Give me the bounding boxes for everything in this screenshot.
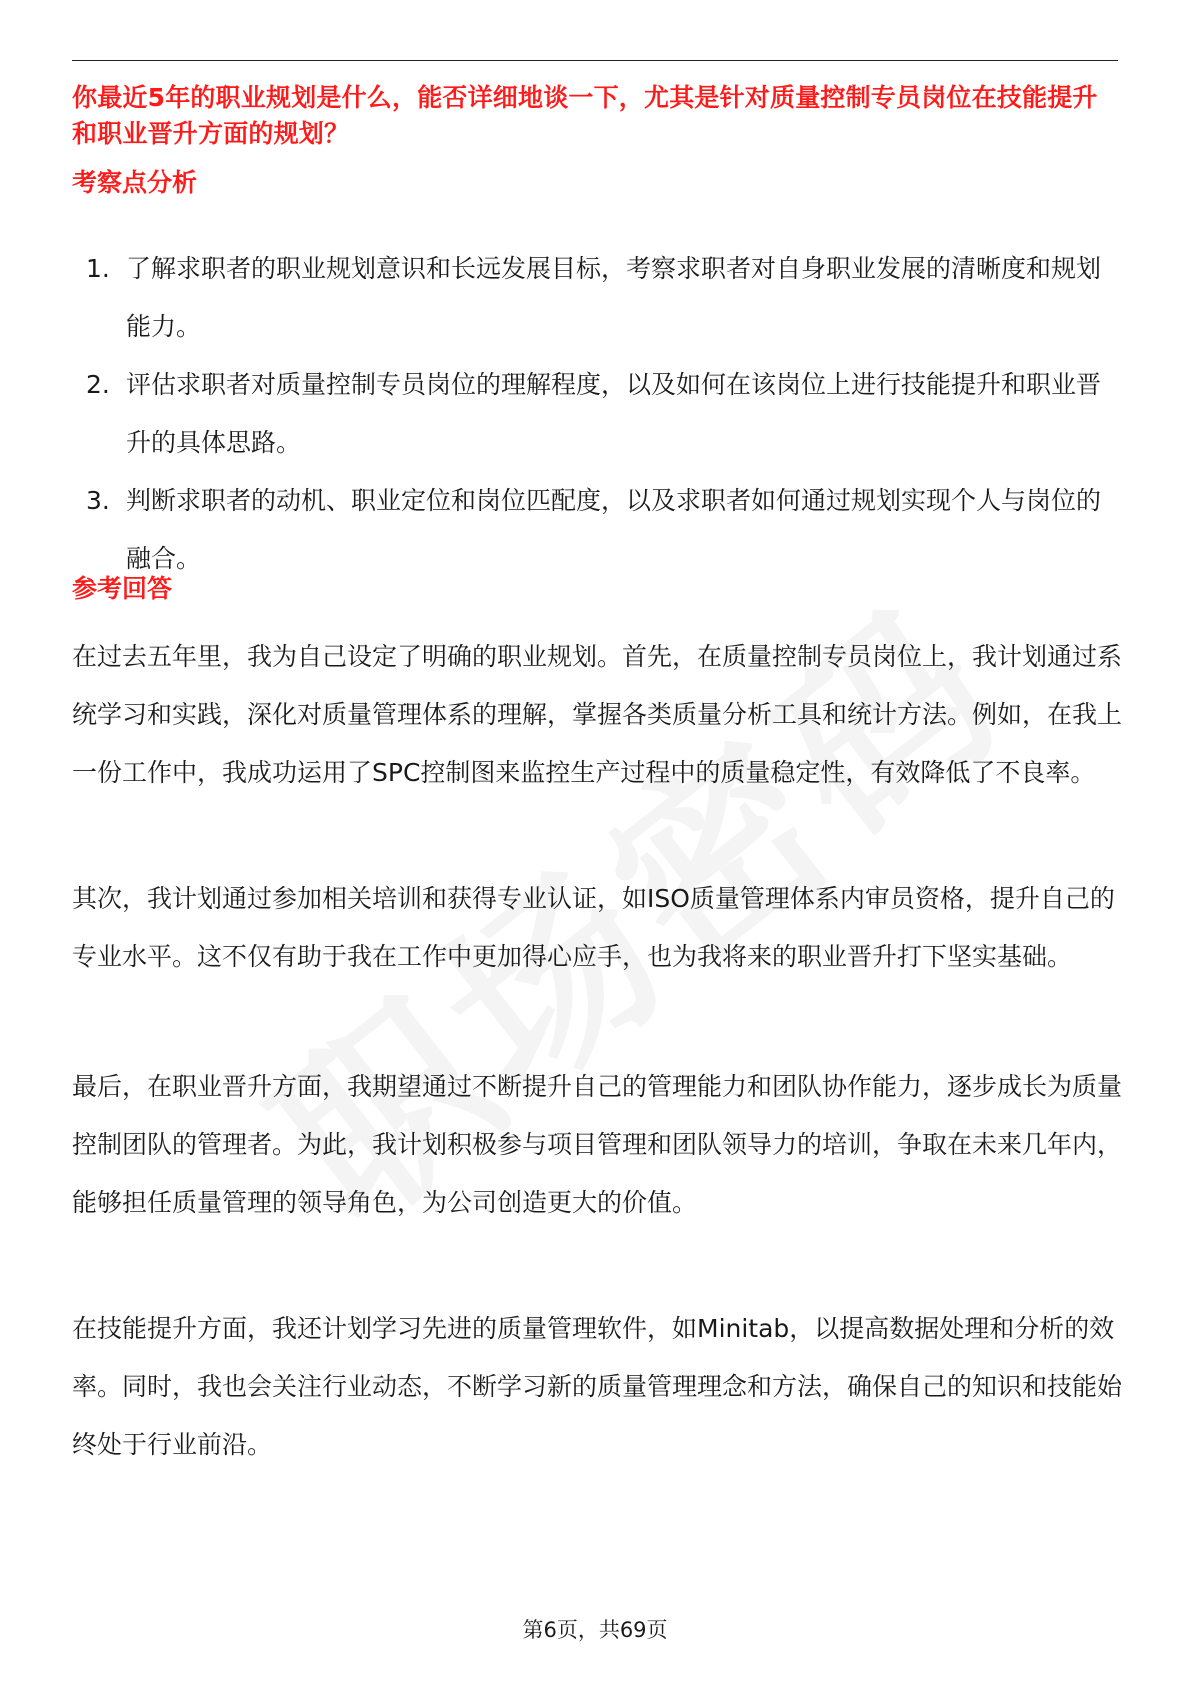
list-item-text: 了解求职者的职业规划意识和长远发展目标，考察求职者对自身职业发展的清晰度和规划能力。: [126, 254, 1102, 341]
list-item-text: 判断求职者的动机、职业定位和岗位匹配度，以及求职者如何通过规划实现个人与岗位的融合。: [126, 486, 1102, 573]
analysis-list: [72, 240, 1122, 588]
list-item: [72, 240, 1122, 356]
list-item-number: 1.: [86, 254, 110, 283]
page-number-footer: 第6页，共69页: [522, 1618, 668, 1642]
answer-paragraph: 最后，在职业晋升方面，我期望通过不断提升自己的管理能力和团队协作能力，逐步成长为质量控制团队的管理者。为此，我计划积极参与项目管理和团队领导力的培训，争取在未来几年内，能够担任质量管理的领导角色，为公司创造更大的价值。: [72, 1072, 1123, 1217]
list-item: [72, 472, 1122, 588]
list-item-number: 3.: [86, 486, 110, 515]
list-item-text: 评估求职者对质量控制专员岗位的理解程度，以及如何在该岗位上进行技能提升和职业晋升的具体思路。: [126, 370, 1102, 457]
list-item-number: 2.: [86, 370, 110, 399]
analysis-heading: 考察点分析: [72, 168, 198, 197]
top-divider: [72, 60, 1118, 61]
answer-paragraph: 在技能提升方面，我还计划学习先进的质量管理软件，如Minitab，以提高数据处理和分析的效率。同时，我也会关注行业动态，不断学习新的质量管理理念和方法，确保自己的知识和技能始终处于行业前沿。: [72, 1314, 1123, 1459]
answer-heading: 参考回答: [72, 574, 173, 603]
answer-paragraph: 其次，我计划通过参加相关培训和获得专业认证，如ISO质量管理体系内审员资格，提升自己的专业水平。这不仅有助于我在工作中更加得心应手，也为我将来的职业晋升打下坚实基础。: [72, 884, 1115, 971]
answer-paragraph: 在过去五年里，我为自己设定了明确的职业规划。首先，在质量控制专员岗位上，我计划通过系统学习和实践，深化对质量管理体系的理解，掌握各类质量分析工具和统计方法。例如，在我上一份工作中，我成功运用了SPC控制图来监控生产过程中的质量稳定性，有效降低了不良率。: [72, 642, 1123, 787]
list-item: [72, 356, 1122, 472]
question-title: 你最近5年的职业规划是什么，能否详细地谈一下，尤其是针对质量控制专员岗位在技能提升和职业晋升方面的规划？: [72, 83, 1098, 148]
